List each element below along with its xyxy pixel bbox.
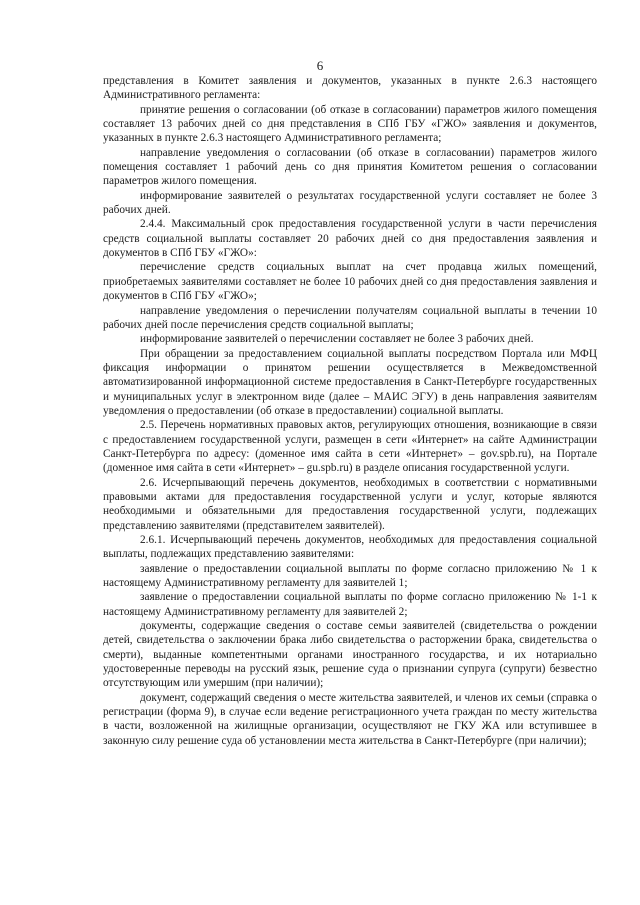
paragraph: информирование заявителей о результатах государственной услуги составляет не более 3 рабочих дней. <box>103 189 597 217</box>
paragraph: принятие решения о согласовании (об отказе в согласовании) параметров жилого помещения составляет 13 рабочих дней со дня представления в СПб ГБУ «ГЖО» заявления и документов, указанных в пункте 2.6.3 настоящего Административного регламента; <box>103 103 597 145</box>
paragraph: 2.6.1. Исчерпывающий перечень документов, необходимых для предоставления социальной выплаты, подлежащих представлению заявителями: <box>103 534 597 561</box>
paragraph: 2.6. Исчерпывающий перечень документов, необходимых в соответствии с нормативными правовыми актами для предоставления государственной услуги и услуг, которые являются необходимыми и обязательными для предоставления государственной услуги, подлежащих представлению заявителями (представителем заявителей). <box>103 476 597 532</box>
paragraph: представления в Комитет заявления и документов, указанных в пункте 2.6.3 настоящего Административного регламента: <box>103 75 597 102</box>
paragraph: 2.4.4. Максимальный срок предоставления государственной услуги в части перечисления средств социальной выплаты составляет 20 рабочих дней со дня предоставления заявления и документов в СПб ГБУ «ГЖО»: <box>103 218 597 260</box>
paragraph: направление уведомления о перечислении получателям социальной выплаты в течении 10 рабочих дней после перечисления средств социальной выплаты; <box>103 304 597 331</box>
paragraph: 2.5. Перечень нормативных правовых актов, регулирующих отношения, возникающие в связи с предоставлением государственной услуги, размещен в сети «Интернет» на сайте Администрации Санкт-Петербурга по адресу: (доменное имя сайта в сети «Интернет» – gov.spb.ru), на Портале (доменное имя сайта в сети «Интернет» – gu.spb.ru) в разделе описания государственной услуги. <box>103 419 597 475</box>
paragraph: информирование заявителей о перечислении составляет не более 3 рабочих дней. <box>140 333 534 346</box>
body-text <box>103 74 597 748</box>
paragraph: направление уведомления о согласовании (об отказе в согласовании) параметров жилого помещения составляет 1 рабочий день со дня принятия Комитетом решения о согласовании параметров жилого помещения. <box>103 146 597 188</box>
paragraph: При обращении за предоставлением социальной выплаты посредством Портала или МФЦ фиксация информации о принятом решении осуществляется в Межведомственной автоматизированной информационной системе предоставления в Санкт-Петербурге государственных и муниципальных услуг в электронном виде (далее – МАИС ЭГУ) в день направления заявителям уведомления о предоставлении (об отказе в предоставлении) социальной выплаты. <box>103 347 597 417</box>
paragraph: заявление о предоставлении социальной выплаты по форме согласно приложению № 1 к настоящему Административному регламенту для заявителей 1; <box>103 562 597 590</box>
paragraph: документ, содержащий сведения о месте жительства заявителей, и членов их семьи (справка о регистрации (форма 9), в случае если ведение регистрационного учета граждан по месту жительства в части, возложенной на жилищные организации, осуществляют не ГКУ ЖА или вступившее в законную силу решение суда об установлении места жительства в Санкт-Петербурге (при наличии); <box>103 691 597 747</box>
page-number: 6 <box>316 58 324 73</box>
paragraph: перечисление средств социальных выплат на счет продавца жилых помещений, приобретаемых заявителями составляет не более 10 рабочих дней со дня предоставления заявления и документов в СПб ГБУ «ГЖО»; <box>103 261 597 303</box>
paragraph: заявление о предоставлении социальной выплаты по форме согласно приложению № 1-1 к настоящему Административному регламенту для заявителей 2; <box>103 591 597 618</box>
paragraph: документы, содержащие сведения о составе семьи заявителей (свидетельства о рождении детей, свидетельства о заключении брака либо свидетельства о расторжении брака, свидетельства о смерти), выданные компетентными органами иностранного государства, и их нотариально удостоверенные переводы на русский язык, решение суда о признании супруга (супруги) безвестно отсутствующим или умершим (при наличии); <box>103 620 597 690</box>
